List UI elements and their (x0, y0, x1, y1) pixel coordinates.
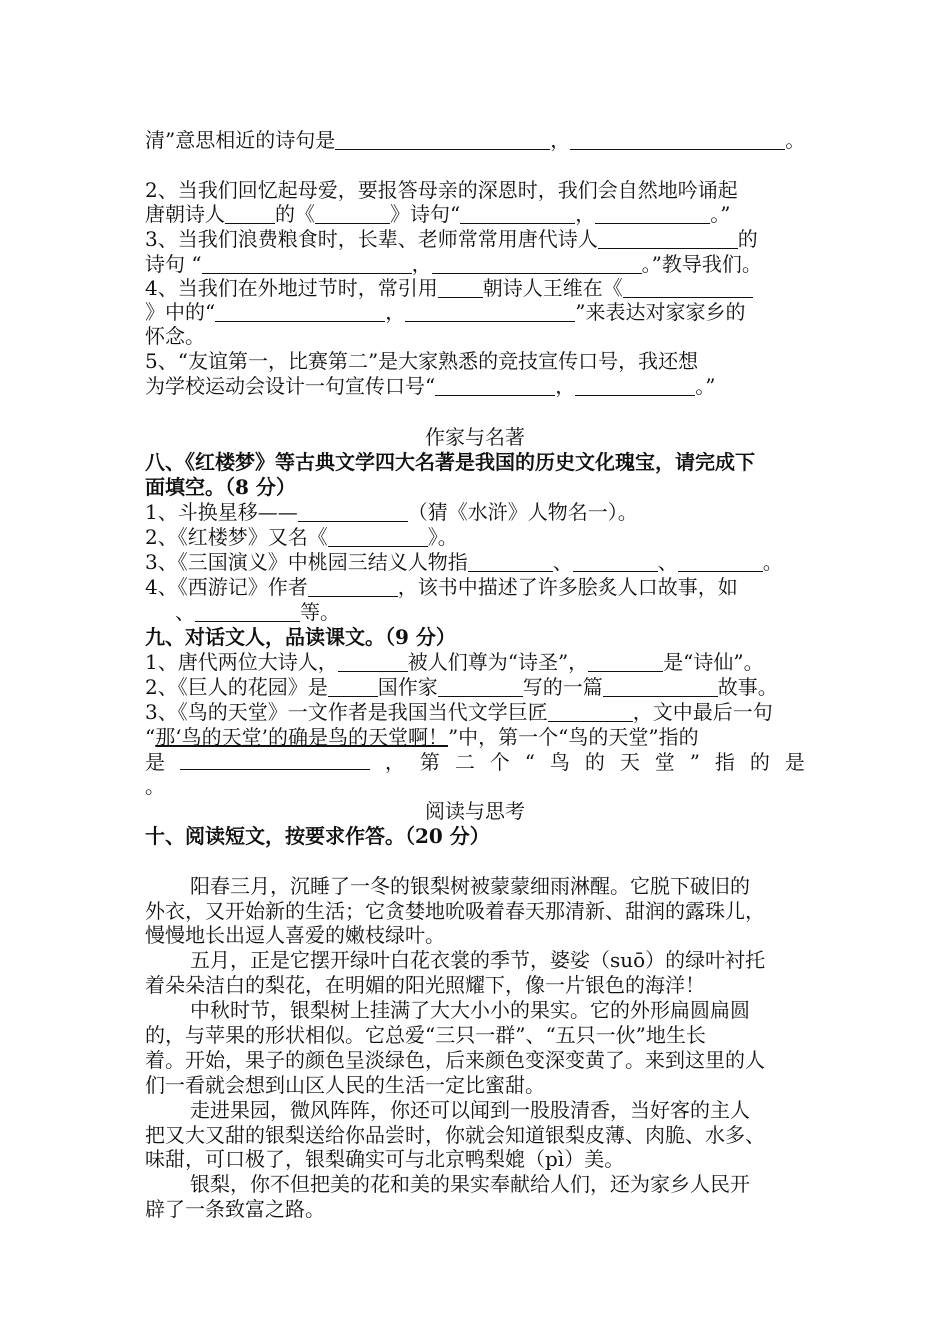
text: ”来表达对家家乡的 (575, 300, 746, 324)
answer-blank[interactable] (603, 676, 718, 697)
text: 。 (785, 128, 806, 152)
question-5-line-2 (145, 373, 715, 399)
question-4-line-1 (145, 275, 753, 301)
text: 的《 (275, 202, 315, 226)
text: 3、《三国演义》中桃园三结义人物指 (145, 550, 468, 574)
text: ， (411, 252, 432, 276)
question-3-line-2 (145, 251, 762, 277)
text: 怀念。 (145, 324, 205, 348)
text: 1、唐代两位大诗人， (145, 650, 338, 674)
text: ，该书中描述了许多脍炙人口故事，如 (397, 575, 738, 599)
text: 天 (619, 750, 640, 774)
passage-line: 走进果园，微风阵阵，你还可以闻到一股股清香，当好客的主人 (190, 1098, 750, 1122)
answer-blank[interactable] (180, 749, 370, 770)
text: 的 (737, 227, 758, 251)
answer-blank[interactable] (335, 129, 550, 150)
text: ，文中最后一句 (632, 700, 773, 724)
text: 指 (714, 750, 735, 774)
passage-line: 的，与苹果的形状相似。它总爱“三只一群”、“五只一伙”地生长 (145, 1023, 706, 1047)
text: 朝诗人王维在《 (482, 276, 623, 300)
text: 的 (584, 750, 605, 774)
question-8-item-4-cont (145, 599, 340, 625)
text: 唐朝诗人 (145, 202, 225, 226)
text: 》。 (427, 525, 458, 549)
question-2-line-2 (145, 201, 730, 227)
quoted-sentence: 那‘鸟的天堂’的确是鸟的天堂啊！ (155, 725, 448, 749)
spacer (145, 601, 175, 622)
answer-blank[interactable] (460, 203, 575, 224)
question-5-line-1 (145, 348, 698, 374)
text: ” (689, 750, 700, 774)
poem-line (145, 127, 805, 153)
answer-blank[interactable] (438, 277, 483, 298)
text: 3、当我们浪费粮食时，长辈、老师常常用唐代诗人 (145, 227, 598, 251)
text: 。 (145, 774, 165, 798)
answer-blank[interactable] (438, 676, 523, 697)
question-4-line-2 (145, 299, 745, 325)
question-8-title: 八、《红楼梦》等古典文学四大名著是我国的历史文化瑰宝，请完成下 (145, 450, 755, 474)
text: 第 (419, 750, 440, 774)
text: ， (575, 202, 596, 226)
text: （猜《水浒》人物名一）。 (407, 500, 638, 524)
text: 、 (552, 550, 573, 574)
text: 》中的“ (145, 300, 216, 324)
text: 是“诗仙”。 (663, 650, 764, 674)
text: 。 (762, 550, 783, 574)
text: 是 (145, 750, 165, 774)
passage-line: 外衣，又开始新的生活；它贪婪地吮吸着春天那清新、甜润的露珠儿， (145, 899, 765, 923)
text: 二 (454, 750, 475, 774)
answer-blank[interactable] (195, 601, 300, 622)
text: 2、《红楼梦》又名《 (145, 525, 328, 549)
text: ， (555, 374, 576, 398)
text: 写的一篇 (522, 675, 603, 699)
text: ， (384, 750, 405, 774)
question-9-item-3-end (145, 773, 165, 799)
question-9-item-1 (145, 649, 764, 675)
text: 3、《鸟的天堂》一文作者是我国当代文学巨匠 (145, 700, 548, 724)
text: 5、“友谊第一，比赛第二”是大家熟悉的竞技宣传口号，我还想 (145, 349, 699, 373)
question-8-item-2 (145, 524, 458, 550)
text: 是 (784, 750, 805, 774)
text: 清”意思相近的诗句是 (145, 128, 336, 152)
answer-blank[interactable] (298, 501, 408, 522)
section-heading-authors: 作家与名著 (425, 425, 525, 449)
answer-blank[interactable] (338, 651, 408, 672)
question-8-item-4 (145, 574, 738, 600)
question-10-title: 十、阅读短文，按要求作答。（20 分） (145, 824, 490, 848)
text: 堂 (654, 750, 675, 774)
answer-blank[interactable] (623, 277, 753, 298)
question-9-title: 九、对话文人，品读课文。（9 分） (145, 625, 456, 649)
passage-line: 辟了一条致富之路。 (145, 1197, 325, 1221)
question-9-item-3 (145, 699, 773, 725)
text: 。”教导我们。 (641, 252, 762, 276)
text: 等。 (300, 600, 340, 624)
passage-line: 五月，正是它摆开绿叶白花衣裳的季节，婆娑（suō）的绿叶衬托 (190, 948, 766, 972)
passage-line: 把又大又甜的银梨送给你品尝时，你就会知道银梨皮薄、肉脆、水多、 (145, 1123, 765, 1147)
passage-line: 们一看就会想到山区人民的生活一定比蜜甜。 (145, 1073, 545, 1097)
answer-blank[interactable] (575, 375, 695, 396)
answer-blank[interactable] (432, 253, 642, 274)
question-8-item-1 (145, 499, 638, 525)
text: “ (145, 725, 156, 749)
text: 故事。 (717, 675, 778, 699)
text: ， (550, 128, 571, 152)
answer-blank[interactable] (598, 228, 738, 249)
text: ”中，第一个“鸟的天堂”指的 (447, 725, 699, 749)
text: 》诗句“ (390, 202, 461, 226)
answer-blank[interactable] (588, 651, 663, 672)
answer-blank[interactable] (573, 551, 658, 572)
text: 2、《巨人的花园》是 (145, 675, 328, 699)
text: 被人们尊为“诗圣”， (407, 650, 589, 674)
question-8-title-cont: 面填空。（8 分） (145, 475, 296, 499)
text: 。” (695, 374, 716, 398)
text: 、 (175, 600, 195, 624)
text: ， (385, 300, 406, 324)
answer-blank[interactable] (328, 676, 378, 697)
question-8-item-3 (145, 549, 783, 575)
answer-blank[interactable] (308, 576, 398, 597)
answer-blank[interactable] (405, 301, 575, 322)
text: 的 (749, 750, 770, 774)
text: 1、斗换星移—— (145, 500, 298, 524)
answer-blank[interactable] (315, 203, 390, 224)
passage-line: 银梨，你不但把美的花和美的果实奉献给人们，还为家乡人民开 (190, 1172, 750, 1196)
passage-line: 味甜，可口极了，银梨确实可与北京鸭梨媲（pì）美。 (145, 1147, 625, 1171)
question-9-item-3-cont (145, 724, 699, 750)
answer-blank[interactable] (548, 701, 633, 722)
text: 4、《西游记》作者 (145, 575, 308, 599)
section-heading-reading: 阅读与思考 (425, 799, 525, 823)
question-9-item-3-justified (145, 749, 805, 775)
text: 4、当我们在外地过节时，常引用 (145, 276, 438, 300)
passage-line: 阳春三月，沉睡了一冬的银梨树被蒙蒙细雨淋醒。它脱下破旧的 (190, 874, 750, 898)
text: 、 (657, 550, 678, 574)
answer-blank[interactable] (678, 551, 763, 572)
passage-line: 着。开始，果子的颜色呈淡绿色，后来颜色变深变黄了。来到这里的人 (145, 1048, 765, 1072)
text: 诗句 “ (145, 252, 202, 276)
answer-blank[interactable] (328, 526, 428, 547)
question-3-line-1 (145, 226, 758, 252)
answer-blank[interactable] (468, 551, 553, 572)
text: “ (524, 750, 535, 774)
answer-blank[interactable] (215, 301, 385, 322)
text: 。” (710, 202, 731, 226)
answer-blank[interactable] (595, 203, 710, 224)
passage-line: 慢慢地长出逗人喜爱的嫩枝绿叶。 (145, 923, 445, 947)
answer-blank[interactable] (225, 203, 275, 224)
answer-blank[interactable] (570, 129, 785, 150)
text: 个 (489, 750, 510, 774)
passage-line: 着朵朵洁白的梨花，在明媚的阳光照耀下，像一片银色的海洋！ (145, 973, 705, 997)
question-9-item-2 (145, 674, 778, 700)
text: 鸟 (549, 750, 570, 774)
text: 国作家 (377, 675, 438, 699)
text: 为学校运动会设计一句宣传口号“ (145, 374, 436, 398)
answer-blank[interactable] (202, 253, 412, 274)
answer-blank[interactable] (435, 375, 555, 396)
question-2-line-1 (145, 177, 738, 203)
text: 2、当我们回忆起母爱，要报答母亲的深恩时，我们会自然地吟诵起 (145, 178, 738, 202)
question-4-line-3 (145, 323, 205, 349)
passage-line: 中秋时节，银梨树上挂满了大大小小的果实。它的外形扁圆扁圆 (190, 998, 750, 1022)
